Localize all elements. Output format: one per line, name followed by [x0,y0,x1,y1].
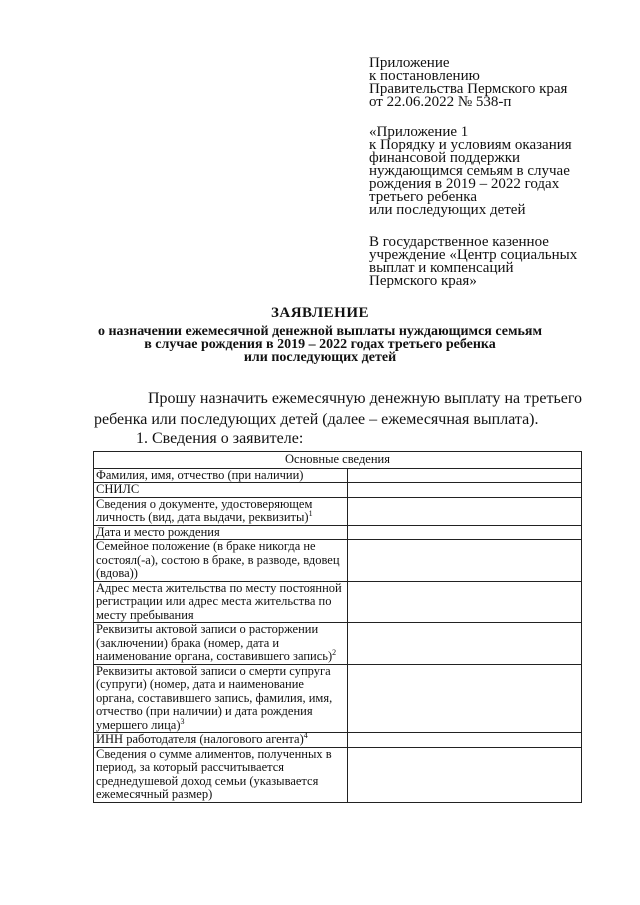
row-label-cell [94,525,348,540]
row-value-field[interactable] [348,497,582,525]
addressee-line: Пермского края» [369,273,477,289]
table-row [94,623,582,665]
footnote-marker: 2 [332,647,337,657]
appendix-inner-line: к Порядку и условиям оказания [369,137,572,153]
request-paragraph: Прошу назначить ежемесячную денежную выплату на третьего ребенка или последующих детей (далее – ежемесячная выплата). [94,390,582,428]
row-label-cell [94,497,348,525]
appendix-inner-header [369,126,572,217]
appendix-inner-line: нуждающимся семьям в случае [369,163,570,179]
table-header: Основные сведения [94,452,582,469]
appendix-inner-line: или последующих детей [369,202,526,218]
appendix-line: от 22.06.2022 № 538-п [369,94,512,110]
table-row [94,540,582,582]
footnote-marker: 4 [303,730,308,740]
row-label-cell [94,540,348,582]
appendix-inner-line: третьего ребенка [369,189,477,205]
table-row [94,664,582,733]
table-row [94,747,582,802]
table-row [94,497,582,525]
row-label-cell [94,664,348,733]
addressee-line: В государственное казенное [369,234,549,250]
row-value-field[interactable] [348,581,582,623]
row-label-cell [94,730,348,748]
appendix-inner-line: рождения в 2019 – 2022 годах [369,176,560,192]
row-label: Дата и место рождения [96,524,220,539]
appendix-line: к постановлению [369,68,480,84]
row-label: ИНН работодателя (налогового агента) [96,732,304,746]
table-row [94,468,582,483]
addressee-line: учреждение «Центр социальных [369,247,578,263]
row-value-field[interactable] [348,747,582,802]
applicant-info-table [93,451,582,803]
row-label: Сведения о документе, удостоверяющем личность (вид, дата выдачи, реквизиты) [96,496,313,524]
document-title: ЗАЯВЛЕНИЕ [270,305,370,321]
row-value-field[interactable] [348,623,582,665]
appendix-header [369,57,567,109]
addressee-block [369,236,577,288]
row-label-cell [94,483,348,498]
row-label-cell [94,581,348,623]
addressee-line: выплат и компенсаций [369,260,514,276]
row-value-field[interactable] [348,468,582,483]
table-header-row [94,452,582,469]
row-value-field[interactable] [348,733,582,748]
table-row [94,525,582,540]
row-label: Фамилия, имя, отчество (при наличии) [96,467,304,482]
document-subtitle [60,325,580,364]
table-row [94,733,582,748]
row-value-field[interactable] [348,664,582,733]
row-label-cell [94,623,348,665]
table-row [94,581,582,623]
row-label: Сведения о сумме алиментов, полученных в период, за который рассчитывается среднедушевой доход семьи (указывается ежемесячный размер) [96,746,332,801]
appendix-line: Правительства Пермского края [369,81,568,97]
row-label: Реквизиты актовой записи о смерти супруга (супруги) (номер, дата и наименование органа, составившего запись, фамилия, имя, отчество (при наличии) и дата рождения умершего лица) [96,663,333,732]
appendix-inner-line: «Приложение 1 [369,124,469,140]
footnote-marker: 3 [180,716,185,726]
row-label: СНИЛС [96,482,140,496]
row-value-field[interactable] [348,525,582,540]
row-label: Реквизиты актовой записи о расторжении (заключении) брака (номер, дата и наименование органа, составившего запись) [96,622,333,663]
footnote-marker: 1 [308,508,313,518]
row-value-field[interactable] [348,540,582,582]
subtitle-line: о назначении ежемесячной денежной выплаты нуждающимся семьям [97,324,543,339]
row-label: Адрес места жительства по месту постоянной регистрации или адрес места жительства по месту пребывания [96,580,342,622]
row-label-cell [94,747,348,802]
subtitle-line: или последующих детей [243,350,397,365]
appendix-line: Приложение [369,55,450,71]
row-label-cell [94,468,348,483]
table-row [94,483,582,498]
subtitle-line: в случае рождения в 2019 – 2022 годах третьего ребенка [144,337,496,352]
appendix-inner-line: финансовой поддержки [369,150,521,166]
row-value-field[interactable] [348,483,582,498]
section-heading: 1. Сведения о заявителе: [136,430,304,447]
row-label: Семейное положение (в браке никогда не состоял(-а), состою в браке, в разводе, вдовец (вдова)) [96,539,340,580]
